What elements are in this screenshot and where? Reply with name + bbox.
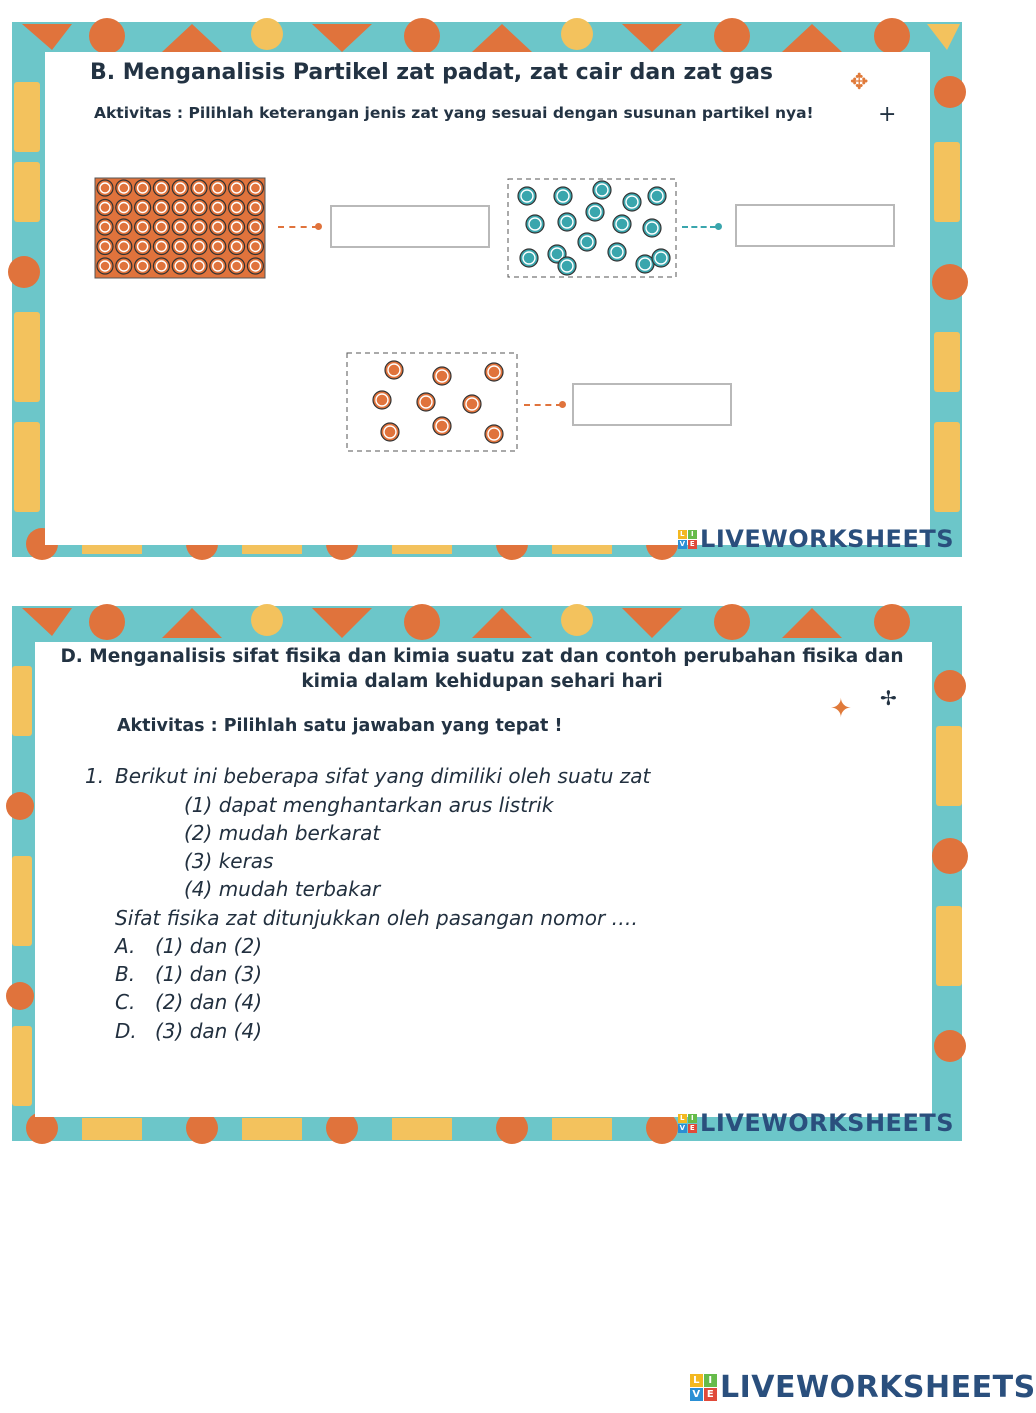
question-prompt: Sifat fisika zat ditunjukkan oleh pasangan nomor …. — [115, 906, 638, 930]
liquid-answer-box[interactable] — [735, 204, 895, 247]
connector-dot — [715, 223, 722, 230]
connector-dot — [559, 401, 566, 408]
liveworksheets-logo-icon: L I V E — [679, 529, 696, 548]
option-text: (1) dan (3) — [155, 962, 263, 986]
worksheet-card-section-b — [12, 22, 962, 557]
solid-answer-box[interactable] — [330, 205, 490, 248]
property-1: (1) dapat menghantarkan arus listrik — [184, 793, 554, 817]
connector-dot — [315, 223, 322, 230]
liveworksheets-logo-icon: L I V E — [679, 1113, 696, 1132]
connector-line — [278, 226, 318, 228]
option-c[interactable] — [115, 990, 263, 1014]
liveworksheets-watermark: L I V E LIVEWORKSHEETS — [679, 1109, 954, 1137]
question-intro: Berikut ini beberapa sifat yang dimiliki oleh suatu zat — [115, 764, 651, 788]
option-a[interactable] — [115, 934, 263, 958]
plus-decoration-icon: + — [878, 102, 897, 127]
connector-line — [682, 226, 716, 228]
solid-particles-diagram — [94, 177, 266, 279]
diamond-sparkle-icon: ✦ — [830, 694, 852, 724]
sparkle-icon: ✥ — [850, 70, 869, 95]
option-letter: D. — [115, 1019, 137, 1043]
section-b-activity: Aktivitas : Pilihlah keterangan jenis zat yang sesuai dengan susunan partikel nya! — [94, 104, 814, 122]
option-letter: C. — [115, 990, 136, 1014]
option-text: (3) dan (4) — [155, 1019, 263, 1043]
property-4: (4) mudah terbakar — [184, 877, 381, 901]
property-3: (3) keras — [184, 849, 274, 873]
option-letter: A. — [115, 934, 136, 958]
plus-decoration-icon: ✢ — [880, 686, 897, 710]
option-text: (1) dan (2) — [155, 934, 263, 958]
gas-particles-diagram — [346, 352, 518, 452]
property-2: (2) mudah berkarat — [184, 821, 381, 845]
liveworksheets-footer-logo: L I V E LIVEWORKSHEETS — [690, 1370, 1036, 1405]
option-text: (2) dan (4) — [155, 990, 263, 1014]
gas-answer-box[interactable] — [572, 383, 732, 426]
section-b-title: B. Menganalisis Partikel zat padat, zat cair dan zat gas — [90, 60, 774, 85]
option-letter: B. — [115, 962, 136, 986]
worksheet-card-section-d — [12, 606, 962, 1141]
left-border-motifs — [6, 666, 34, 1106]
question-number: 1. — [85, 764, 105, 788]
content-panel — [35, 642, 932, 1117]
liveworksheets-watermark: L I V E LIVEWORKSHEETS — [679, 525, 954, 553]
option-b[interactable] — [115, 962, 263, 986]
content-panel — [45, 52, 930, 545]
option-d[interactable] — [115, 1019, 263, 1043]
section-d-activity: Aktivitas : Pilihlah satu jawaban yang tepat ! — [117, 716, 563, 736]
liveworksheets-logo-icon: L I V E — [690, 1374, 717, 1401]
connector-line — [524, 404, 562, 406]
section-d-title: D. Menganalisis sifat fisika dan kimia suatu zat dan contoh perubahan fisika dan kimia dalam kehidupan sehari hari — [60, 646, 904, 692]
liquid-particles-diagram — [507, 178, 677, 278]
